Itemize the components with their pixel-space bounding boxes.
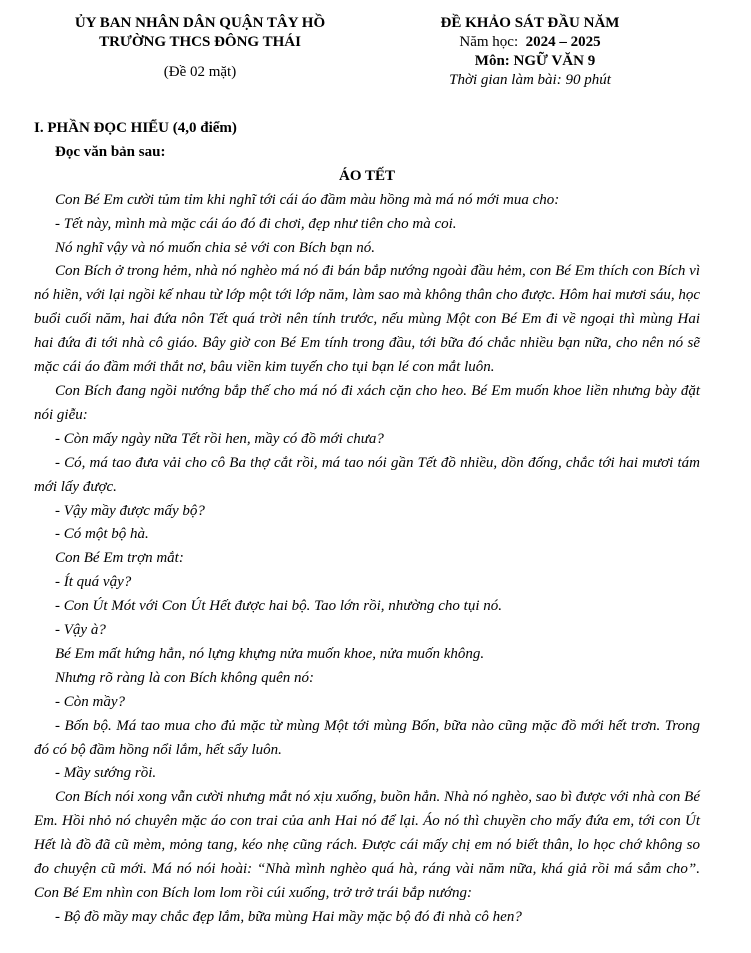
story-paragraph: Con Bích đang ngồi nướng bắp thế cho má nó đi xách cặn cho heo. Bé Em muốn khoe liền nhưng bày đặt nói giễu: [34, 382, 700, 423]
story-paragraph: - Bốn bộ. Má tao mua cho đủ mặc từ mùng Một tới mùng Bốn, bữa nào cũng mặc đồ mới hết trơn. Trong đó có bộ đầm hồng nổi lắm, hết sẩy luôn. [34, 717, 700, 758]
story-paragraph: Con Bích nói xong vẫn cười nhưng mắt nó xịu xuống, buồn hẳn. Nhà nó nghèo, sao bì được với nhà con Bé Em. Hồi nhỏ nó chuyên mặc áo con trai của anh Hai nó để lại. Áo nó thì chuyền cho mấy đứa em, tới con Út Hết là đồ đã cũ mèm, mỏng tang, kéo nhẹ cũng rách. Được cái mấy chị em nó biết thân, lo học chớ không so đo chuyện cũ mới. Má nó nói hoài: “Nhà mình nghèo quá hà, ráng vài năm nữa, khá giả rồi má sắm cho”. Con Bé Em nhìn con Bích lom lom rồi cúi xuống, trở trở trái bắp nướng: [34, 789, 700, 901]
story-paragraph: Con Bích ở trong hẻm, nhà nó nghèo má nó đi bán bắp nướng ngoài đầu hẻm, con Bé Em thích con Bích vì nó hiền, với lại ngồi kế nhau từ lớp một tới lớp năm, làm sao mà không thân cho được. Hôm hai mươi sáu, học buổi cuối năm, hai đứa nôn Tết quá trời nên tính trước, nếu mùng Một con Bé Em đi về ngoại thì mùng Hai hai đứa đi tới nhà cô giáo. Bây giờ con Bé Em tính trong đầu, tới bữa đó chắc nhiều bạn nữa, cho nên nó sẽ mặc cái áo đầm mới thắt nơ, bâu viền kim tuyến cho tụi bạn lé con mắt luôn. [34, 263, 700, 376]
time-limit: Thời gian làm bài: 90 phút [449, 72, 611, 88]
page-count-note: (Đề 02 mặt) [163, 64, 237, 80]
story-paragraph: - Có một bộ hà. [55, 526, 149, 543]
org-name: ỦY BAN NHÂN DÂN QUẬN TÂY HỒ [74, 15, 326, 31]
section-title: I. PHẦN ĐỌC HIỂU (4,0 điểm) [34, 120, 237, 136]
story-paragraph: - Vậy mầy được mấy bộ? [55, 502, 205, 519]
story-paragraph: - Còn mấy ngày nữa Tết rồi hen, mầy có đồ mới chưa? [55, 430, 384, 447]
exam-title: ĐỀ KHẢO SÁT ĐẦU NĂM [440, 15, 620, 31]
story-paragraph: - Có, má tao đưa vải cho cô Ba thợ cắt rồi, má tao nói gần Tết đồ nhiều, dồn đống, chắc tới hai mươi tám mới lấy được. [34, 454, 700, 495]
story-paragraph: Con Bé Em trợn mắt: [55, 550, 184, 567]
story-paragraph: - Mầy sướng rồi. [55, 765, 157, 782]
subject: Môn: NGỮ VĂN 9 [474, 53, 596, 69]
school-year [420, 33, 640, 52]
story-paragraph: - Vậy à? [55, 622, 106, 639]
story-paragraph: - Con Út Mót với Con Út Hết được hai bộ. Tao lớn rồi, nhường cho tụi nó. [55, 598, 502, 615]
story-paragraph: Nó nghĩ vậy và nó muốn chia sẻ với con Bích bạn nó. [55, 239, 376, 256]
school-year-label: Năm học: [459, 34, 519, 50]
story-title: ÁO TẾT [339, 167, 395, 184]
document-header [0, 14, 751, 94]
story-paragraph: - Ít quá vậy? [55, 574, 132, 591]
reading-instruction: Đọc văn bản sau: [55, 143, 166, 160]
school-year-value: 2024 – 2025 [525, 34, 601, 50]
story-paragraph: - Tết này, mình mà mặc cái áo đó đi chơi, đẹp như tiên cho mà coi. [55, 215, 457, 232]
school-name: TRƯỜNG THCS ĐÔNG THÁI [99, 34, 301, 50]
story-paragraph: - Bộ đồ mầy may chắc đẹp lắm, bữa mùng Hai mầy mặc bộ đó đi nhà cô hen? [55, 908, 522, 925]
story-paragraph: Nhưng rõ ràng là con Bích không quên nó: [55, 669, 314, 686]
story-paragraph: Bé Em mất hứng hẳn, nó lựng khựng nửa muốn khoe, nửa muốn không. [55, 645, 485, 662]
exam-content [34, 117, 700, 930]
story-paragraph: Con Bé Em cười tủm tỉm khi nghĩ tới cái áo đầm màu hồng mà má nó mới mua cho: [55, 191, 560, 208]
header-right [420, 14, 640, 90]
header-left [50, 14, 350, 82]
story-paragraph: - Còn mầy? [55, 693, 125, 710]
